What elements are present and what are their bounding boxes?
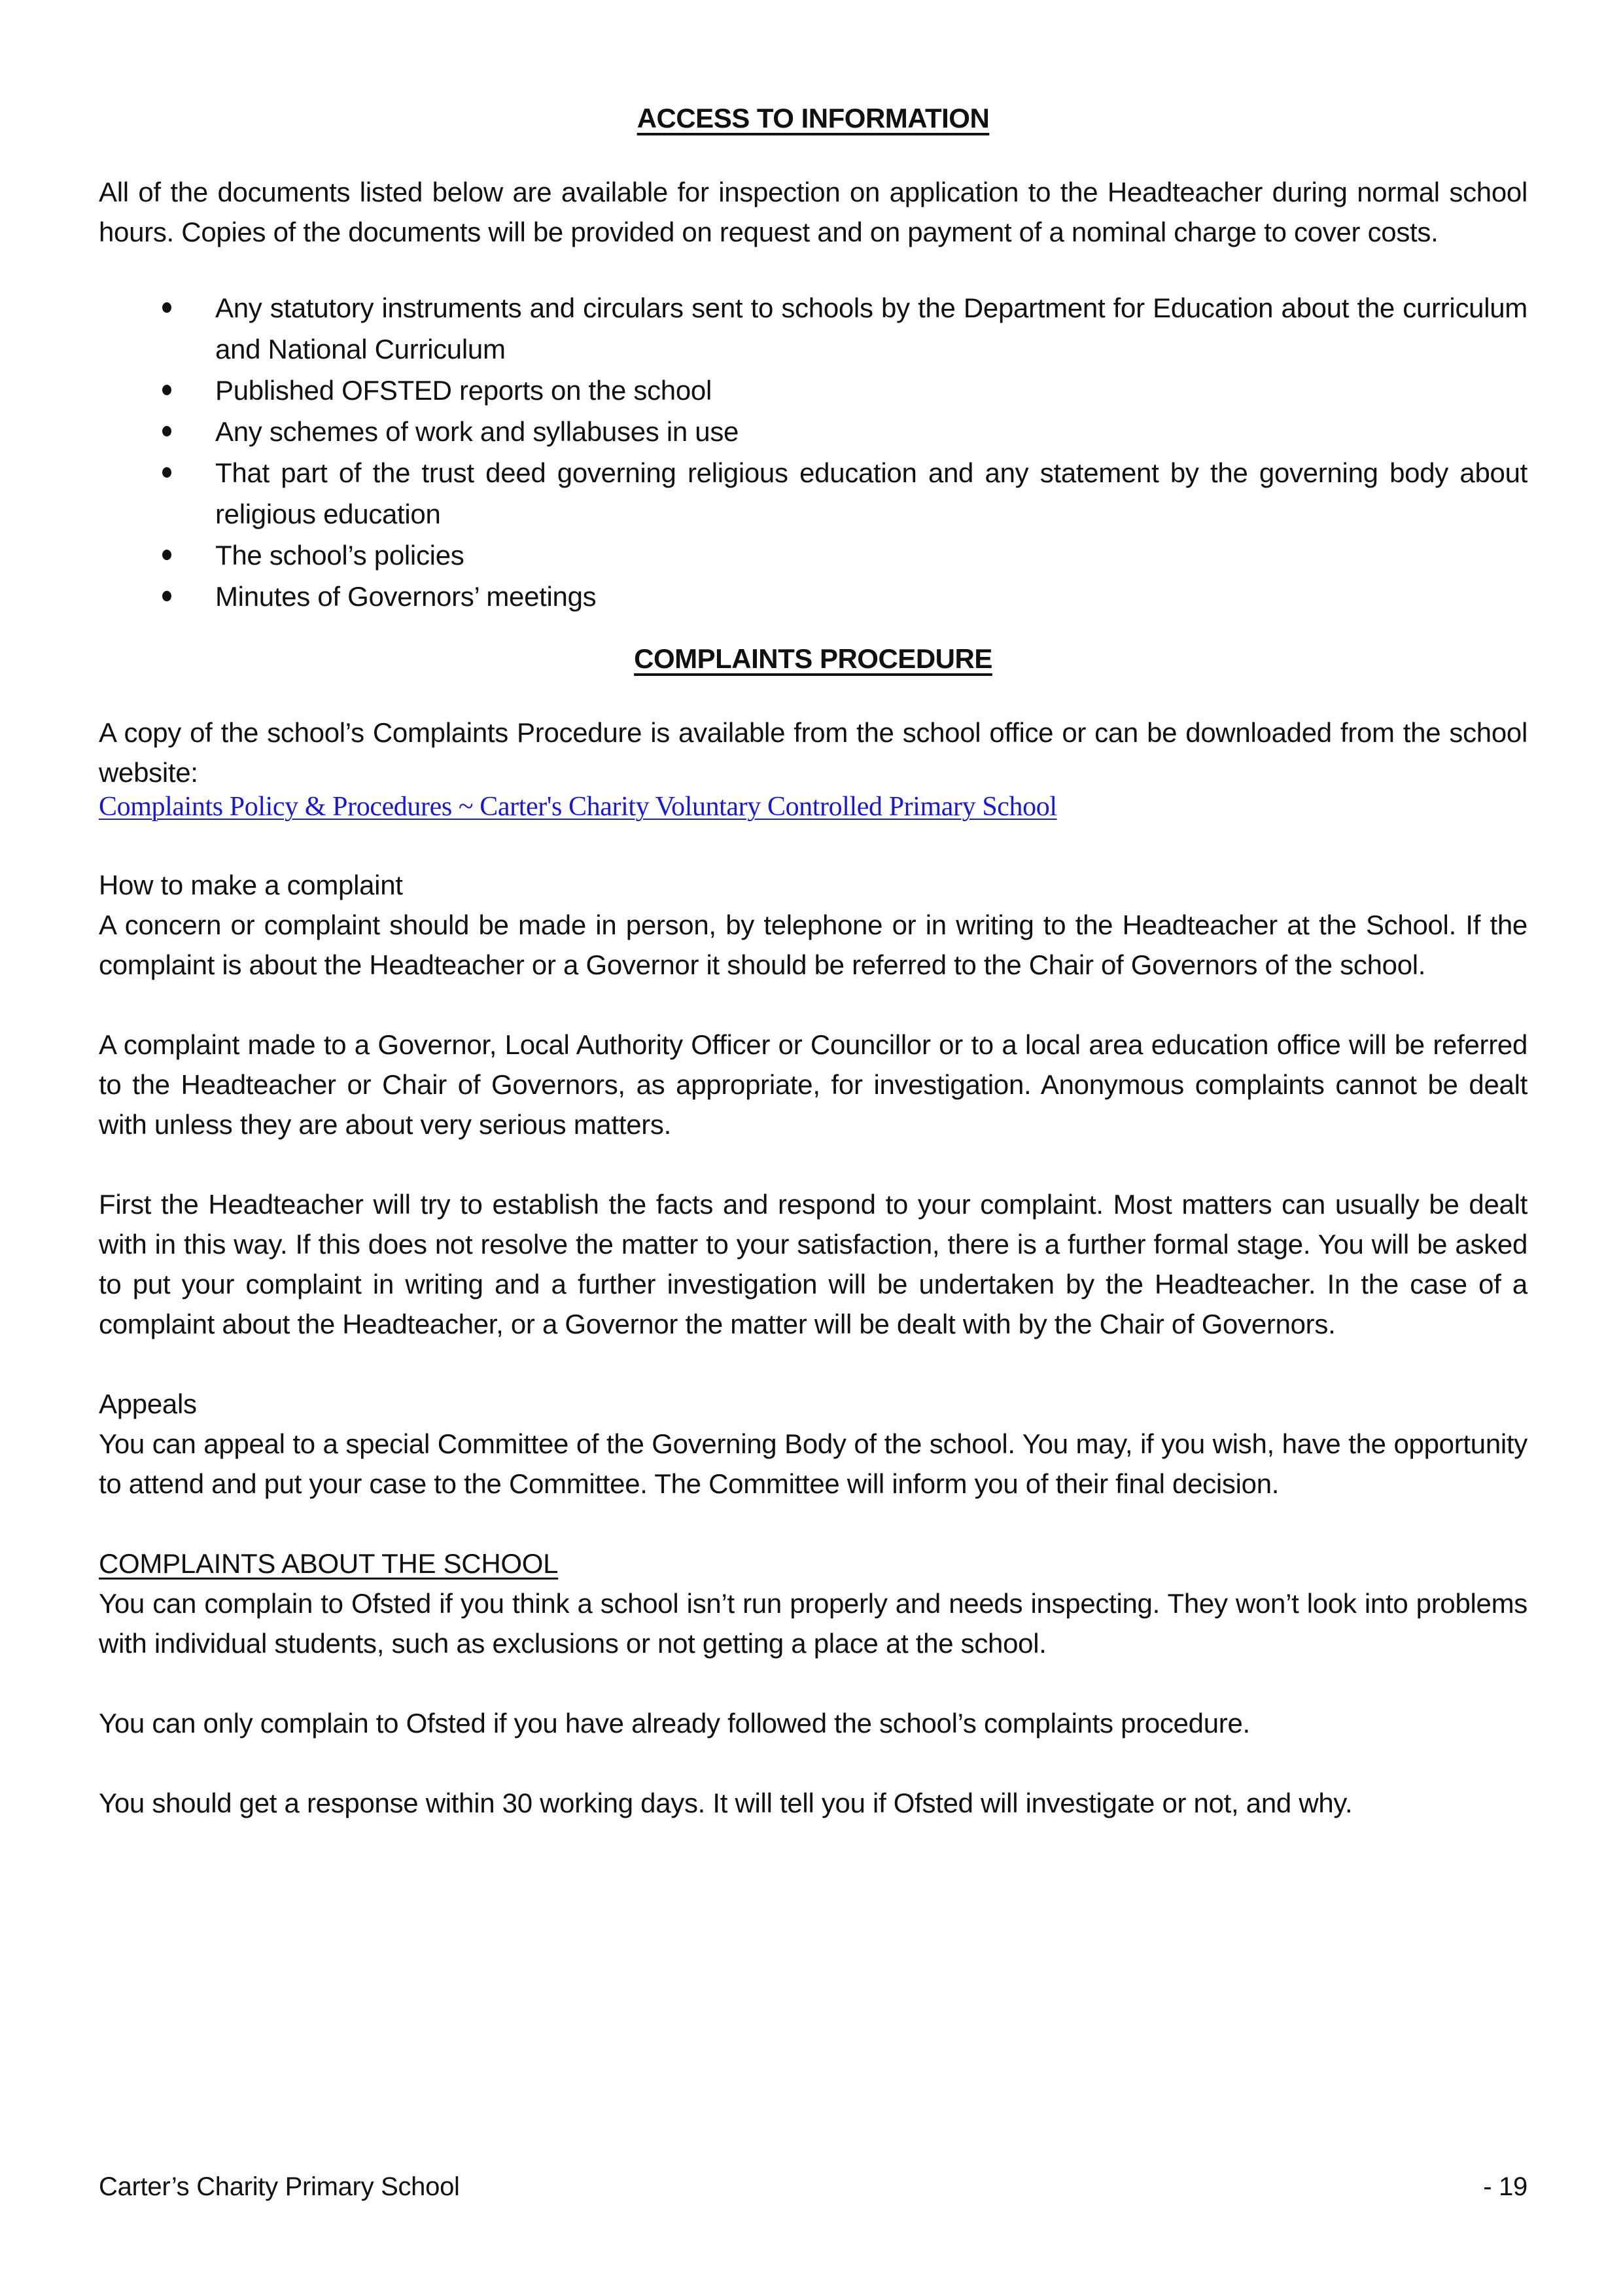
access-to-information-heading: ACCESS TO INFORMATION (637, 103, 990, 133)
list-item (99, 452, 1527, 535)
footer-page-number: - 19 (1483, 2172, 1527, 2201)
first-stage-paragraph: First the Headteacher will try to establish the facts and respond to your complaint. Most matters can usually be dealt with in this way. If this does not resolve the matter to your satisfaction, there is a further formal stage. You will be asked to put your complaint in writing and a further investigation will be undertaken by the Headteacher. In the case of a complaint about the Headteacher, or a Governor the matter will be dealt with by the Chair of Governors. (99, 1189, 1527, 1339)
complaints-about-school-heading (99, 1544, 1527, 1583)
bullet-icon (162, 467, 171, 478)
complaints-procedure-heading: COMPLAINTS PROCEDURE (634, 643, 992, 674)
complaints-link-line (99, 788, 1527, 825)
list-item (99, 370, 1527, 411)
referral-paragraph: A complaint made to a Governor, Local Authority Officer or Councillor or to a local area education office will be referred to the Headteacher or Chair of Governors, as appropriate, for investigation. Anonymous complaints cannot be dealt with unless they are about very serious matters. (99, 1029, 1527, 1140)
ofsted-paragraph-1: You can complain to Ofsted if you think a school isn’t run properly and needs inspecting. They won’t look into problems with individual students, such as exclusions or not getting a place at the school. (99, 1588, 1527, 1659)
how-to-complain-paragraph: A concern or complaint should be made in person, by telephone or in writing to the Headteacher at the School. If the complaint is about the Headteacher or a Governor it should be referred to the Chair of Governors of the school. (99, 910, 1527, 980)
documents-list (99, 287, 1527, 617)
list-item-text: Any statutory instruments and circulars sent to schools by the Department for Education about the curriculum and National Curriculum (215, 292, 1527, 364)
bullet-icon (162, 591, 171, 601)
access-intro-paragraph: All of the documents listed below are available for inspection on application to the Headteacher during normal school hours. Copies of the documents will be provided on request and on payment of a nominal charge to cover costs. (99, 177, 1527, 247)
ofsted-paragraph-3: You should get a response within 30 working days. It will tell you if Ofsted will investigate or not, and why. (99, 1788, 1353, 1818)
list-item (99, 287, 1527, 370)
complaints-policy-link[interactable]: Complaints Policy & Procedures ~ Carter's Charity Voluntary Controlled Primary School (99, 792, 1057, 822)
list-item-text: Minutes of Governors’ meetings (215, 581, 597, 612)
bullet-icon (162, 426, 171, 436)
list-item-text: Any schemes of work and syllabuses in use (215, 416, 739, 447)
document-page (99, 98, 1527, 1823)
list-item-text: That part of the trust deed governing religious education and any statement by the governing body about religious education (215, 457, 1527, 529)
complaints-about-school-heading-text: COMPLAINTS ABOUT THE SCHOOL (99, 1548, 559, 1579)
bullet-icon (162, 550, 171, 560)
bullet-icon (162, 302, 171, 313)
footer-school-name: Carter’s Charity Primary School (99, 2172, 460, 2201)
list-item-text: Published OFSTED reports on the school (215, 375, 712, 406)
bullet-icon (162, 385, 171, 395)
complaints-intro-paragraph: A copy of the school’s Complaints Procedure is available from the school office or can be downloaded from the school website: (99, 717, 1527, 788)
how-to-complain-heading: How to make a complaint (99, 870, 403, 900)
list-item-text: The school’s policies (215, 540, 464, 571)
ofsted-paragraph-2: You can only complain to Ofsted if you have already followed the school’s complaints procedure. (99, 1708, 1250, 1739)
list-item (99, 576, 1527, 617)
page-footer (99, 2170, 1527, 2203)
list-item (99, 411, 1527, 452)
appeals-heading: Appeals (99, 1388, 197, 1419)
appeals-paragraph: You can appeal to a special Committee of the Governing Body of the school. You may, if you wish, have the opportunity to attend and put your case to the Committee. The Committee will inform you of their final decision. (99, 1428, 1527, 1499)
list-item (99, 535, 1527, 576)
